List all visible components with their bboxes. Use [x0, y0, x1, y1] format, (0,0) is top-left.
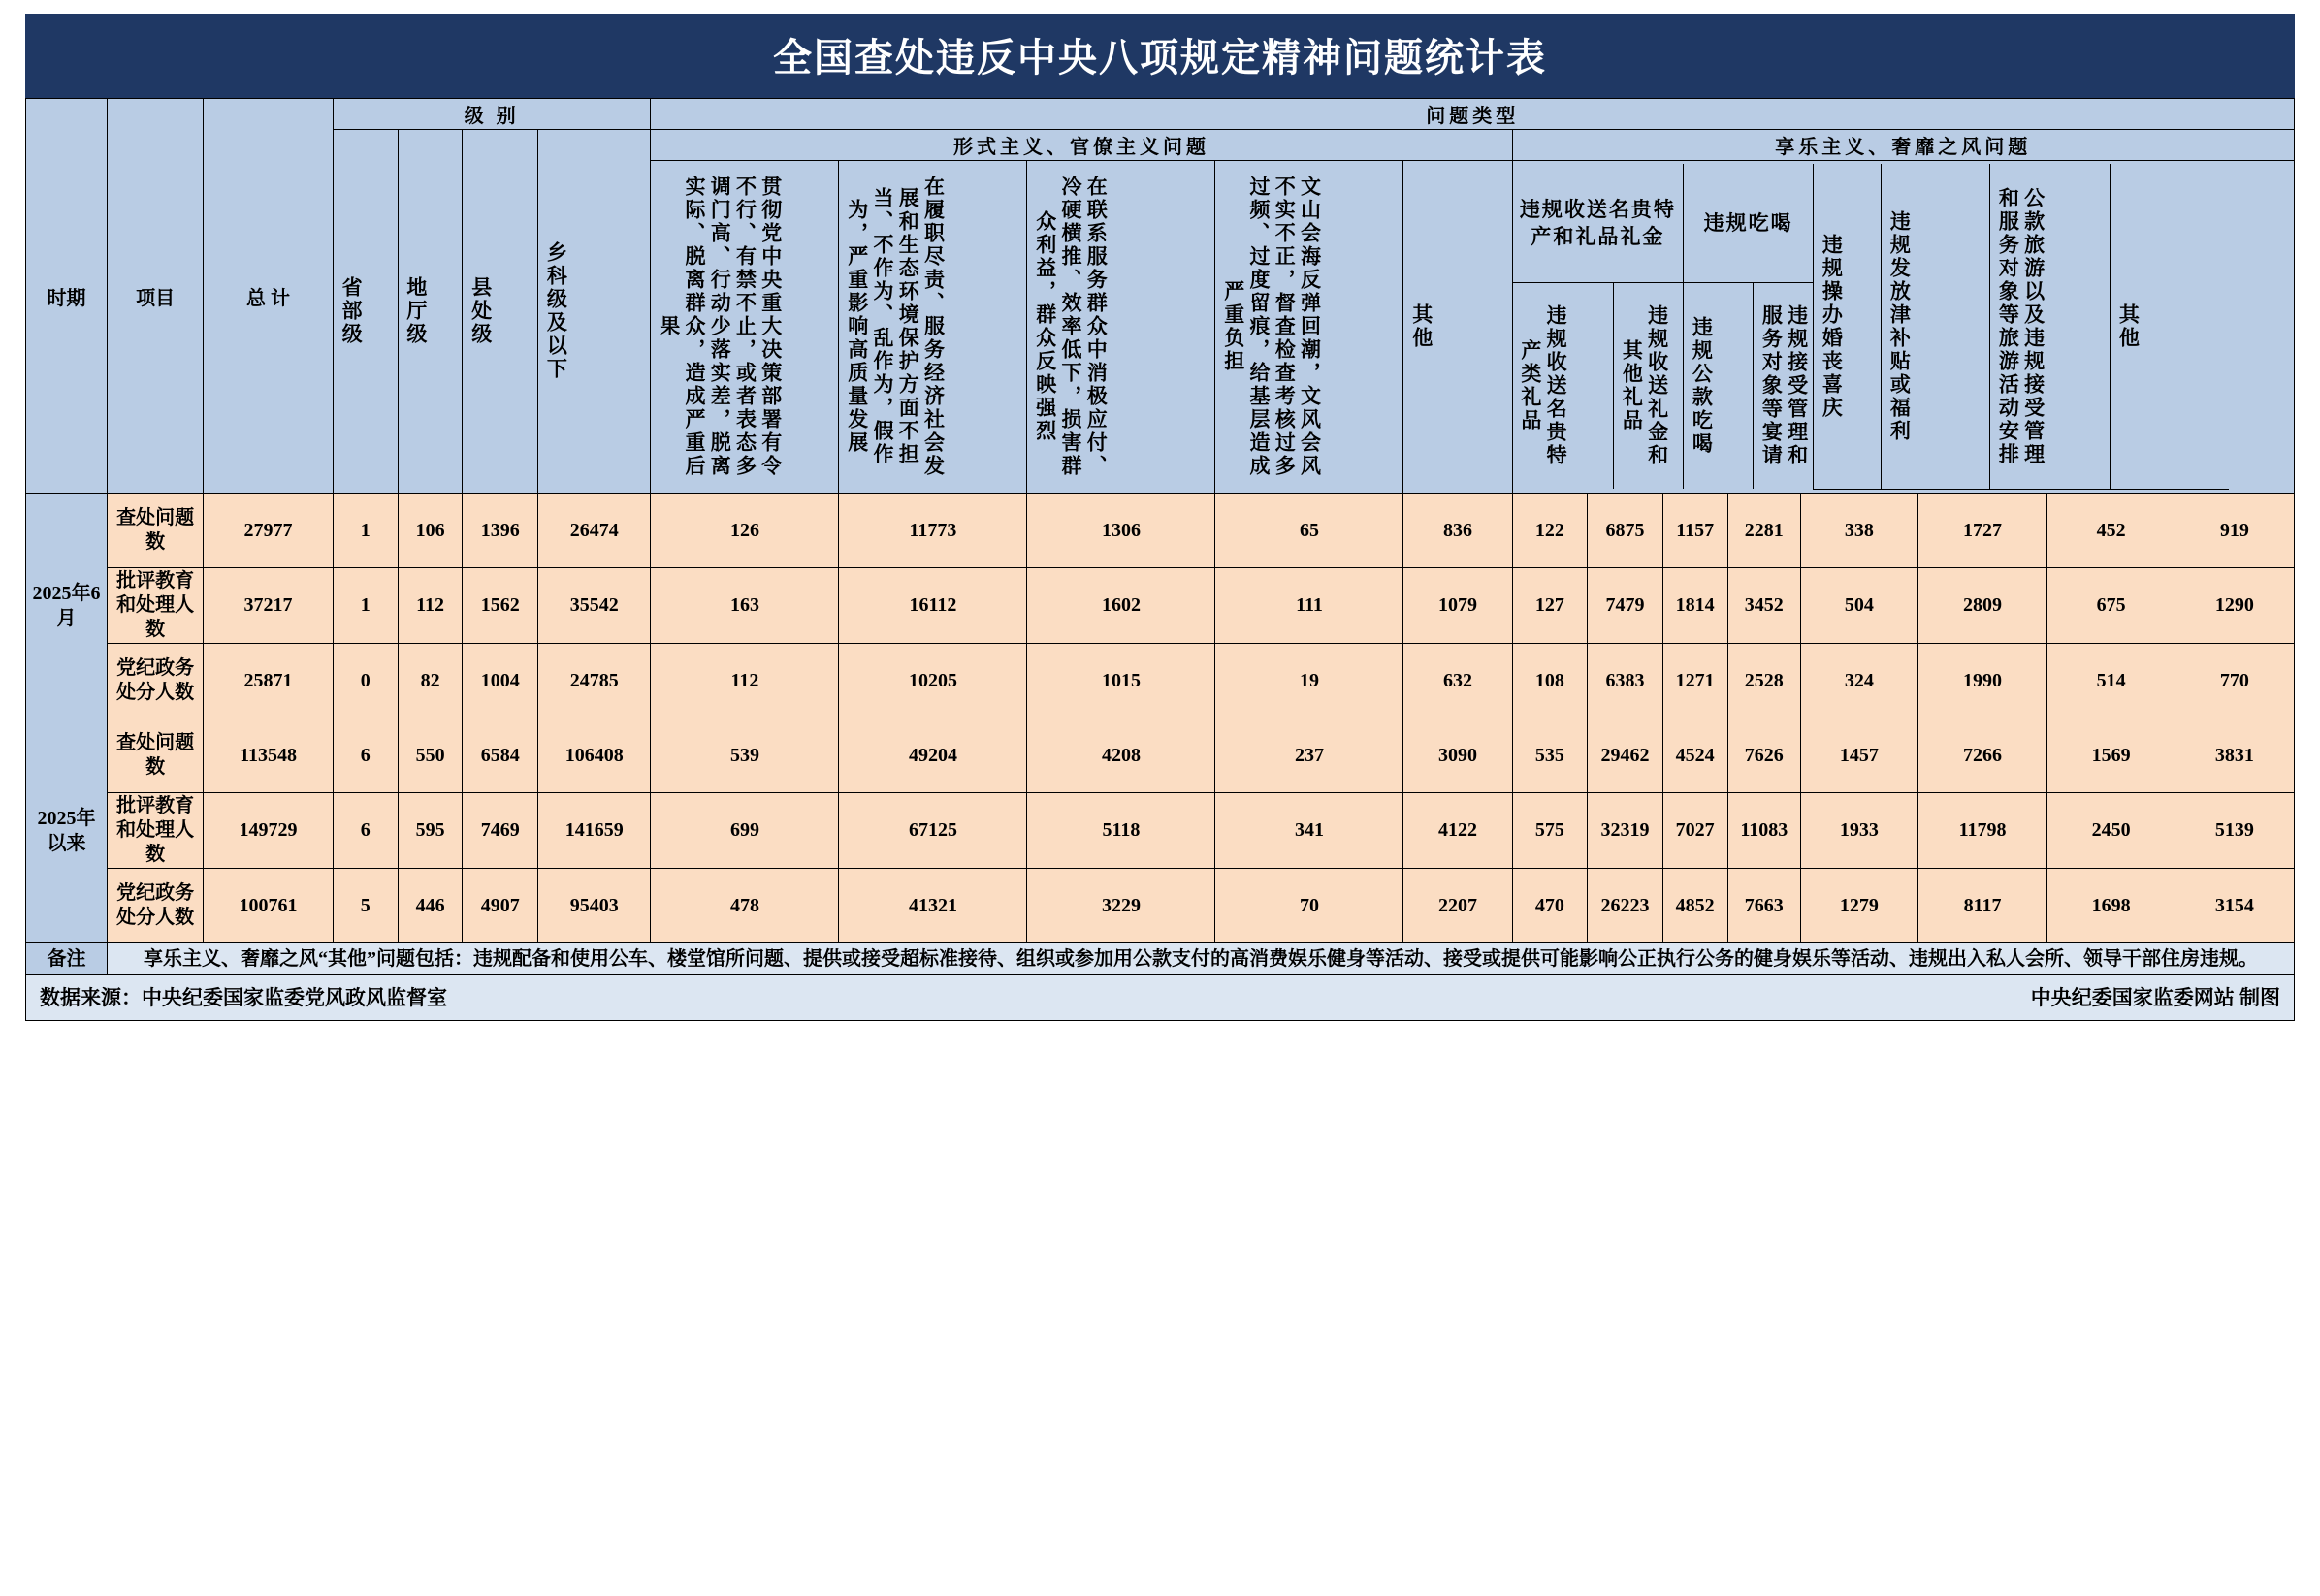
cell-hedonism: 108 — [1512, 644, 1588, 718]
cell-hedonism: 770 — [2175, 644, 2294, 718]
cell-formalism: 1602 — [1027, 568, 1215, 644]
cell-formalism: 112 — [651, 644, 839, 718]
cell-hedonism: 1271 — [1662, 644, 1727, 718]
header-level-township: 乡科级及以下 — [538, 130, 651, 494]
cell-hedonism: 7027 — [1662, 793, 1727, 869]
cell-hedonism: 7663 — [1727, 869, 1800, 943]
row-label: 党纪政务处分人数 — [108, 644, 204, 718]
cell-hedonism: 470 — [1512, 869, 1588, 943]
table-row — [26, 793, 2295, 869]
cell-formalism: 70 — [1215, 869, 1403, 943]
cell-formalism: 539 — [651, 718, 839, 793]
cell-hedonism: 4852 — [1662, 869, 1727, 943]
cell-total: 25871 — [204, 644, 334, 718]
header-level-province: 省部级 — [333, 130, 398, 494]
cell-formalism: 163 — [651, 568, 839, 644]
cell-level: 6 — [333, 793, 398, 869]
header-problem-type-group: 问题类型 — [651, 99, 2295, 130]
header-hedonism-wedding: 违规操办婚丧喜庆 — [1814, 164, 1882, 489]
cell-hedonism: 29462 — [1588, 718, 1663, 793]
cell-level: 106408 — [538, 718, 651, 793]
cell-hedonism: 2281 — [1727, 494, 1800, 568]
cell-hedonism: 4524 — [1662, 718, 1727, 793]
cell-hedonism: 1814 — [1662, 568, 1727, 644]
cell-level: 1562 — [463, 568, 538, 644]
cell-hedonism: 338 — [1801, 494, 1918, 568]
cell-formalism: 11773 — [839, 494, 1027, 568]
cell-hedonism: 3831 — [2175, 718, 2294, 793]
cell-hedonism: 452 — [2047, 494, 2175, 568]
header-row-2 — [26, 130, 2295, 161]
cell-formalism: 126 — [651, 494, 839, 568]
cell-formalism: 19 — [1215, 644, 1403, 718]
row-label: 党纪政务处分人数 — [108, 869, 204, 943]
cell-hedonism: 5139 — [2175, 793, 2294, 869]
header-formalism-other: 其他 — [1403, 161, 1512, 494]
header-period: 时期 — [26, 99, 108, 494]
header-level-group: 级 别 — [333, 99, 651, 130]
cell-formalism: 65 — [1215, 494, 1403, 568]
cell-formalism: 836 — [1403, 494, 1512, 568]
cell-hedonism: 324 — [1801, 644, 1918, 718]
cell-formalism: 1306 — [1027, 494, 1215, 568]
table-row — [26, 718, 2295, 793]
cell-formalism: 1079 — [1403, 568, 1512, 644]
cell-hedonism: 6875 — [1588, 494, 1663, 568]
data-source: 数据来源：中央纪委国家监委党风政风监督室 — [40, 986, 447, 1009]
cell-formalism: 632 — [1403, 644, 1512, 718]
cell-total: 100761 — [204, 869, 334, 943]
header-hedonism-allowance: 违规发放津补贴或福利 — [1882, 164, 1990, 489]
cell-total: 27977 — [204, 494, 334, 568]
table-row — [26, 494, 2295, 568]
header-hedonism-group: 享乐主义、奢靡之风问题 — [1512, 130, 2294, 161]
cell-level: 7469 — [463, 793, 538, 869]
cell-hedonism: 675 — [2047, 568, 2175, 644]
header-hedonism-travel: 公款旅游以及违规接受管理和服务对象等旅游活动安排 — [1990, 164, 2111, 489]
row-label: 批评教育和处理人数 — [108, 568, 204, 644]
cell-hedonism: 11798 — [1917, 793, 2047, 869]
cell-total: 37217 — [204, 568, 334, 644]
cell-hedonism: 2809 — [1917, 568, 2047, 644]
cell-formalism: 49204 — [839, 718, 1027, 793]
cell-level: 24785 — [538, 644, 651, 718]
cell-hedonism: 122 — [1512, 494, 1588, 568]
cell-hedonism: 535 — [1512, 718, 1588, 793]
cell-formalism: 4208 — [1027, 718, 1215, 793]
cell-level: 6 — [333, 718, 398, 793]
cell-hedonism: 7479 — [1588, 568, 1663, 644]
cell-total: 113548 — [204, 718, 334, 793]
cell-level: 550 — [398, 718, 463, 793]
cell-level: 1004 — [463, 644, 538, 718]
row-label: 批评教育和处理人数 — [108, 793, 204, 869]
cell-formalism: 3229 — [1027, 869, 1215, 943]
cell-formalism: 16112 — [839, 568, 1027, 644]
cell-hedonism: 919 — [2175, 494, 2294, 568]
cell-formalism: 5118 — [1027, 793, 1215, 869]
cell-hedonism: 575 — [1512, 793, 1588, 869]
cell-formalism: 4122 — [1403, 793, 1512, 869]
cell-level: 595 — [398, 793, 463, 869]
cell-hedonism: 6383 — [1588, 644, 1663, 718]
cell-level: 106 — [398, 494, 463, 568]
cell-hedonism: 7266 — [1917, 718, 2047, 793]
cell-hedonism: 127 — [1512, 568, 1588, 644]
cell-level: 6584 — [463, 718, 538, 793]
cell-hedonism: 1290 — [2175, 568, 2294, 644]
cell-hedonism: 1457 — [1801, 718, 1918, 793]
cell-hedonism: 2450 — [2047, 793, 2175, 869]
cell-level: 112 — [398, 568, 463, 644]
header-formalism-col-1: 贯彻党中央重大决策部署有令不行、有禁不止，或者表态多调门高、行动少落实差，脱离实际、脱离群众，造成严重后果 — [651, 161, 839, 494]
header-row-1 — [26, 99, 2295, 130]
header-hedonism-eat-group: 违规吃喝 — [1684, 164, 1814, 283]
cell-hedonism: 1727 — [1917, 494, 2047, 568]
cell-hedonism: 504 — [1801, 568, 1918, 644]
cell-hedonism: 7626 — [1727, 718, 1800, 793]
cell-level: 82 — [398, 644, 463, 718]
page-title: 全国查处违反中央八项规定精神问题统计表 — [25, 14, 2295, 98]
cell-total: 149729 — [204, 793, 334, 869]
cell-formalism: 237 — [1215, 718, 1403, 793]
cell-level: 0 — [333, 644, 398, 718]
header-item: 项目 — [108, 99, 204, 494]
cell-hedonism: 11083 — [1727, 793, 1800, 869]
cell-hedonism: 1698 — [2047, 869, 2175, 943]
header-hedonism-gift-2: 违规收送礼金和其他礼品 — [1614, 283, 1684, 490]
cell-hedonism: 1990 — [1917, 644, 2047, 718]
header-level-prefecture: 地厅级 — [398, 130, 463, 494]
cell-level: 95403 — [538, 869, 651, 943]
note-label: 备注 — [26, 943, 108, 975]
footer — [25, 975, 2295, 1021]
statistics-table — [25, 98, 2295, 975]
cell-formalism: 2207 — [1403, 869, 1512, 943]
cell-level: 446 — [398, 869, 463, 943]
cell-level: 4907 — [463, 869, 538, 943]
cell-level: 1 — [333, 568, 398, 644]
cell-formalism: 699 — [651, 793, 839, 869]
cell-level: 1396 — [463, 494, 538, 568]
table-row — [26, 644, 2295, 718]
producer: 中央纪委国家监委网站 制图 — [2030, 986, 2280, 1009]
header-formalism-col-2: 在履职尽责、服务经济社会发展和生态环境保护方面不担当、不作为、乱作为，假作为，严重影响高质量发展 — [839, 161, 1027, 494]
cell-formalism: 10205 — [839, 644, 1027, 718]
cell-level: 1 — [333, 494, 398, 568]
header-hedonism-other: 其他 — [2111, 164, 2229, 489]
cell-hedonism: 32319 — [1588, 793, 1663, 869]
header-hedonism-eat-2: 违规接受管理和服务对象等宴请 — [1754, 283, 1814, 490]
cell-hedonism: 1157 — [1662, 494, 1727, 568]
period-label-2: 2025年以来 — [26, 718, 108, 943]
table-row — [26, 869, 2295, 943]
cell-formalism: 111 — [1215, 568, 1403, 644]
note-row — [26, 943, 2295, 975]
row-label: 查处问题数 — [108, 718, 204, 793]
cell-hedonism: 1933 — [1801, 793, 1918, 869]
cell-hedonism: 3452 — [1727, 568, 1800, 644]
cell-formalism: 478 — [651, 869, 839, 943]
cell-hedonism: 514 — [2047, 644, 2175, 718]
cell-hedonism: 26223 — [1588, 869, 1663, 943]
header-formalism-col-3: 在联系服务群众中消极应付、冷硬横推、效率低下，损害群众利益，群众反映强烈 — [1027, 161, 1215, 494]
table-row — [26, 568, 2295, 644]
header-formalism-group: 形式主义、官僚主义问题 — [651, 130, 1512, 161]
cell-formalism: 341 — [1215, 793, 1403, 869]
cell-level: 35542 — [538, 568, 651, 644]
header-formalism-col-4: 文山会海反弹回潮，文风会风不实不正，督查检查考核过多过频、过度留痕，给基层造成严重负担 — [1215, 161, 1403, 494]
cell-level: 141659 — [538, 793, 651, 869]
cell-level: 26474 — [538, 494, 651, 568]
cell-hedonism: 3154 — [2175, 869, 2294, 943]
period-label-1: 2025年6月 — [26, 494, 108, 718]
cell-hedonism: 1279 — [1801, 869, 1918, 943]
cell-hedonism: 1569 — [2047, 718, 2175, 793]
header-level-county: 县处级 — [463, 130, 538, 494]
header-total: 总 计 — [204, 99, 334, 494]
header-hedonism-gift-group: 违规收送名贵特产和礼品礼金 — [1513, 164, 1684, 283]
cell-formalism: 41321 — [839, 869, 1027, 943]
note-text: 享乐主义、奢靡之风“其他”问题包括：违规配备和使用公车、楼堂馆所问题、提供或接受超标准接待、组织或参加用公款支付的高消费娱乐健身等活动、接受或提供可能影响公正执行公务的健身娱乐等活动、违规出入私人会所、领导干部住房违规。 — [108, 943, 2295, 975]
row-label: 查处问题数 — [108, 494, 204, 568]
header-hedonism-eat-1: 违规公款吃喝 — [1684, 283, 1754, 490]
header-hedonism-subtable — [1512, 161, 2294, 494]
cell-formalism: 67125 — [839, 793, 1027, 869]
cell-hedonism: 2528 — [1727, 644, 1800, 718]
cell-level: 5 — [333, 869, 398, 943]
header-hedonism-gift-1: 违规收送名贵特产类礼品 — [1513, 283, 1614, 490]
cell-formalism: 1015 — [1027, 644, 1215, 718]
cell-hedonism: 8117 — [1917, 869, 2047, 943]
cell-formalism: 3090 — [1403, 718, 1512, 793]
